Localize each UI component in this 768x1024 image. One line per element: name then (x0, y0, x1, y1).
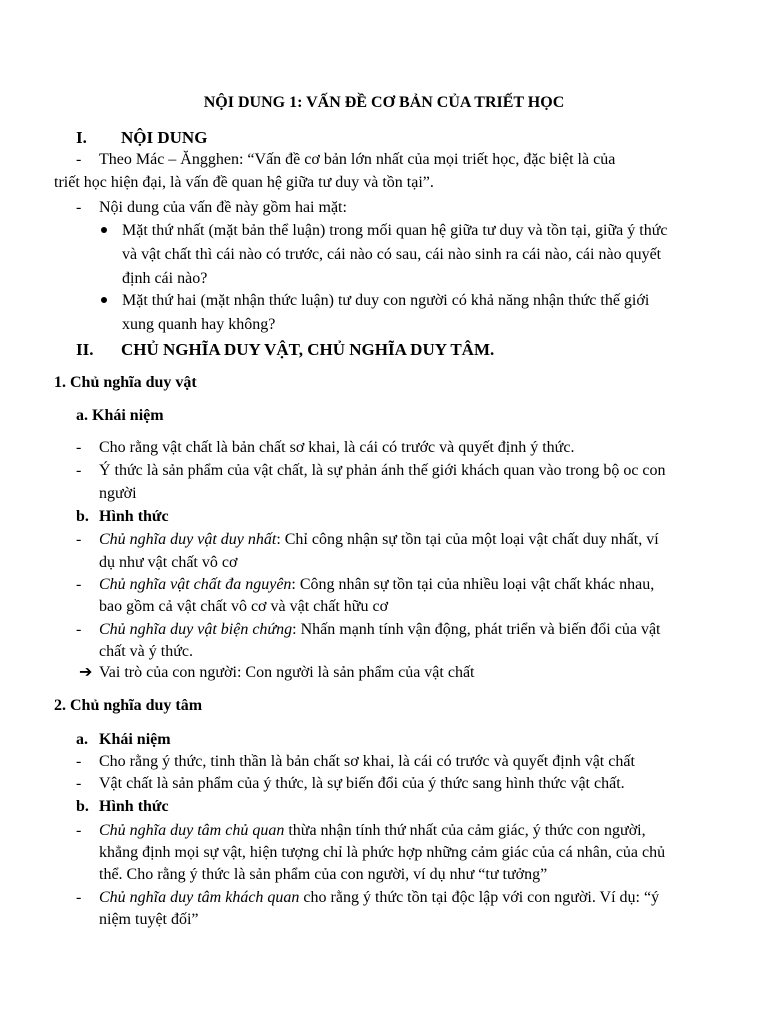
term-italic: Chủ nghĩa vật chất đa nguyên (99, 576, 292, 593)
list-item (99, 619, 661, 641)
term-description: : Công nhân sự tồn tại của nhiều loại vật chất khác nhau, (291, 576, 655, 593)
list-item (99, 887, 659, 909)
list-item-continuation: chất và ý thức. (99, 643, 193, 660)
list-item-continuation: người (99, 485, 137, 502)
term-italic: Chủ nghĩa duy vật duy nhất (99, 531, 277, 548)
bullet-line: và vật chất thì cái nào có trước, cái nào có sau, cái nào sinh ra cái nào, cái nào quyết (122, 246, 662, 263)
paragraph-line: Nội dung của vấn đề này gồm hai mặt: (99, 199, 347, 216)
term-description: cho rằng ý thức tồn tại độc lập với con người. Ví dụ: “ý (299, 889, 660, 906)
list-item (99, 574, 654, 596)
conclusion-line: Vai trò của con người: Con người là sản phẩm của vật chất (99, 664, 475, 681)
dash-marker: - (76, 822, 82, 839)
section-number: I. (76, 128, 87, 147)
list-item-continuation: niệm tuyệt đối” (99, 911, 199, 928)
bullet-icon (101, 227, 107, 233)
paragraph-line: Theo Mác – Ăngghen: “Vấn đề cơ bản lớn nhất của mọi triết học, đặc biệt là của (99, 151, 616, 168)
bullet-line: Mặt thứ nhất (mặt bản thể luận) trong mối quan hệ giữa tư duy và tồn tại, giữa ý thức (122, 222, 668, 239)
list-item-continuation: bao gồm cả vật chất vô cơ và vật chất hữu cơ (99, 598, 389, 615)
section-heading: CHỦ NGHĨA DUY VẬT, CHỦ NGHĨA DUY TÂM. (121, 340, 495, 359)
term-description: thừa nhận tính thứ nhất của cảm giác, ý thức con người, (284, 822, 646, 839)
document-title: NỘI DUNG 1: VẤN ĐỀ CƠ BẢN CỦA TRIẾT HỌC (203, 94, 565, 111)
dash-marker: - (76, 439, 82, 456)
list-letter: b. (76, 508, 89, 525)
list-item: Ý thức là sản phẩm của vật chất, là sự phản ánh thế giới khách quan vào trong bộ oc con (99, 462, 666, 479)
term-description: : Chỉ công nhận sự tồn tại của một loại vật chất duy nhất, ví (276, 531, 659, 548)
dash-marker: - (76, 531, 82, 548)
subsubheading: Hình thức (99, 508, 169, 525)
list-item-continuation: dụ như vật chất vô cơ (99, 554, 238, 571)
section-number: II. (76, 340, 94, 359)
dash-marker: - (76, 151, 82, 168)
dash-marker: - (76, 199, 82, 216)
list-item-continuation: khẳng định mọi sự vật, hiện tượng chỉ là phức hợp những cảm giác của cá nhân, của chủ (99, 844, 666, 861)
subheading: 1. Chủ nghĩa duy vật (54, 374, 197, 391)
list-letter: b. (76, 798, 89, 815)
term-italic: Chủ nghĩa duy tâm chủ quan (99, 822, 285, 839)
bullet-line: định cái nào? (122, 270, 208, 287)
dash-marker: - (76, 753, 82, 770)
arrow-icon: ➔ (79, 664, 93, 681)
list-item (99, 529, 659, 551)
term-description: : Nhấn mạnh tính vận động, phát triển và biến đổi của vật (292, 621, 661, 638)
list-item-continuation: thể. Cho rằng ý thức là sản phẩm của con người, ví dụ như “tư tưởng” (99, 866, 548, 883)
dash-marker: - (76, 889, 82, 906)
subsubheading: Khái niệm (99, 731, 171, 748)
list-item: Cho rằng ý thức, tinh thần là bản chất sơ khai, là cái có trước và quyết định vật chất (99, 753, 635, 770)
term-italic: Chủ nghĩa duy vật biện chứng (99, 621, 293, 638)
dash-marker: - (76, 462, 82, 479)
subsubheading: Hình thức (99, 798, 169, 815)
dash-marker: - (76, 775, 82, 792)
bullet-line: xung quanh hay không? (122, 316, 276, 333)
list-item (99, 820, 646, 842)
bullet-icon (101, 297, 107, 303)
list-letter: a. (76, 731, 88, 748)
subheading: 2. Chủ nghĩa duy tâm (54, 697, 203, 714)
list-item: Cho rằng vật chất là bản chất sơ khai, là cái có trước và quyết định ý thức. (99, 439, 575, 456)
list-item: Vật chất là sản phẩm của ý thức, là sự biến đổi của ý thức sang hình thức vật chất. (99, 775, 625, 792)
paragraph-line: triết học hiện đại, là vấn đề quan hệ giữa tư duy và tồn tại”. (54, 174, 434, 191)
term-italic: Chủ nghĩa duy tâm khách quan (99, 889, 300, 906)
dash-marker: - (76, 576, 82, 593)
bullet-line: Mặt thứ hai (mặt nhận thức luận) tư duy con người có khả năng nhận thức thế giới (122, 292, 650, 309)
dash-marker: - (76, 621, 82, 638)
subsubheading: a. Khái niệm (76, 407, 164, 424)
section-heading: NỘI DUNG (121, 128, 208, 147)
